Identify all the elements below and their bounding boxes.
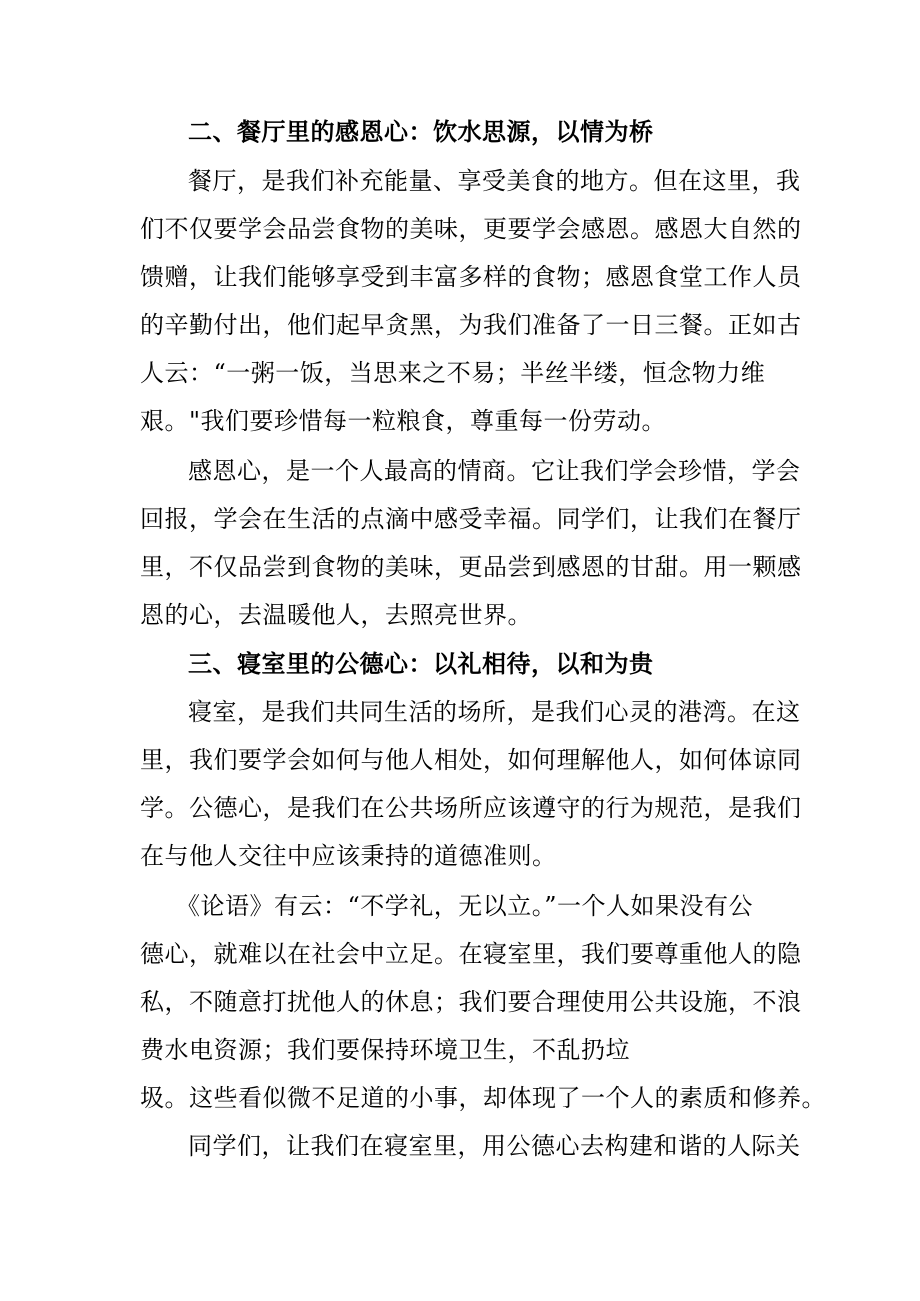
paragraph-line: 们不仅要学会品尝食物的美味，更要学会感恩。感恩大自然的: [140, 215, 802, 243]
paragraph-line: 《论语》有云：“不学礼，无以立。”一个人如果没有公: [176, 892, 754, 920]
paragraph-line: 圾。这些看似微不足道的小事，却体现了一个人的素质和修养。: [140, 1084, 826, 1112]
paragraph-line: 私，不随意打扰他人的休息；我们要合理使用公共设施，不浪: [140, 988, 802, 1016]
paragraph-line: 恩的心，去温暖他人，去照亮世界。: [140, 601, 532, 629]
paragraph-line: 学。公德心，是我们在公共场所应该遵守的行为规范，是我们: [140, 794, 802, 822]
section-2-heading: 二、餐厅里的感恩心：饮水思源，以情为桥: [188, 118, 654, 146]
paragraph-line: 的辛勤付出，他们起早贪黑，为我们准备了一日三餐。正如古: [140, 311, 802, 339]
paragraph-line: 人云：“一粥一饭，当思来之不易；半丝半缕，恒念物力维: [140, 359, 766, 387]
paragraph-line: 艰。"我们要珍惜每一粒粮食，尊重每一份劳动。: [140, 407, 667, 435]
paragraph-line: 馈赠，让我们能够享受到丰富多样的食物；感恩食堂工作人员: [140, 263, 802, 291]
paragraph-line: 感恩心，是一个人最高的情商。它让我们学会珍惜，学会: [188, 457, 801, 485]
paragraph-line: 同学们，让我们在寝室里，用公德心去构建和谐的人际关: [188, 1132, 801, 1160]
paragraph-line: 餐厅，是我们补充能量、享受美食的地方。但在这里，我: [188, 167, 801, 195]
paragraph-line: 德心，就难以在社会中立足。在寝室里，我们要尊重他人的隐: [140, 940, 802, 968]
section-3-heading: 三、寝室里的公德心：以礼相待，以和为贵: [188, 650, 654, 678]
paragraph-line: 费水电资源；我们要保持环境卫生，不乱扔垃: [140, 1036, 630, 1064]
paragraph-line: 寝室，是我们共同生活的场所，是我们心灵的港湾。在这: [188, 698, 801, 726]
paragraph-line: 回报，学会在生活的点滴中感受幸福。同学们，让我们在餐厅: [140, 505, 802, 533]
paragraph-line: 里，不仅品尝到食物的美味，更品尝到感恩的甘甜。用一颗感: [140, 553, 802, 581]
paragraph-line: 在与他人交往中应该秉持的道德准则。: [140, 842, 557, 870]
paragraph-line: 里，我们要学会如何与他人相处，如何理解他人，如何体谅同: [140, 746, 802, 774]
